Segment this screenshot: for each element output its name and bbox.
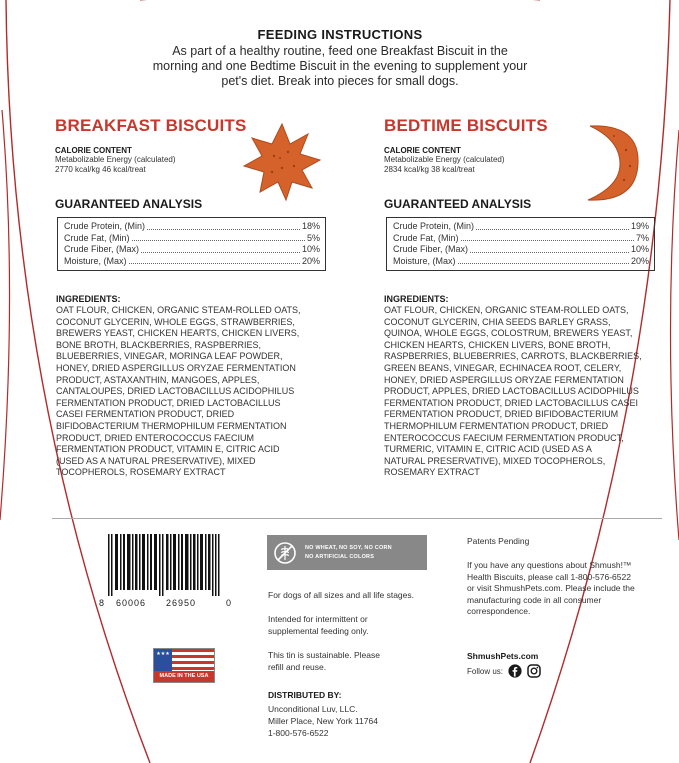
sun-biscuit-icon (242, 122, 322, 202)
barcode-digits-group1: 60006 (116, 598, 147, 608)
distributor-address: Miller Place, New York 11764 (268, 716, 378, 726)
analysis-row (64, 233, 320, 245)
analysis-value: 20% (301, 255, 320, 266)
bedtime-analysis-heading: GUARANTEED ANALYSIS (384, 197, 532, 211)
bedtime-calorie-line2: 2834 kcal/kg 38 kcal/treat (384, 165, 475, 174)
feeding-body: As part of a healthy routine, feed one Breakfast Biscuit in the morning and one Bedtime Biscuit in the evening to supplement your pet's diet. Break into pieces for small dogs. (152, 44, 528, 88)
dot-leader (458, 256, 629, 265)
analysis-label: Moisture, (Max) (393, 255, 456, 266)
made-in-usa-label: MADE IN THE USA (154, 671, 214, 682)
bedtime-calorie-heading: CALORIE CONTENT (384, 146, 461, 155)
barcode-digit-left: 8 (99, 598, 106, 608)
breakfast-calorie-line2: 2770 kcal/kg 46 kcal/treat (55, 165, 146, 174)
barcode-digits-group2: 26950 (166, 598, 197, 608)
analysis-label: Crude Protein, (Min) (64, 221, 146, 231)
barcode-digit-right: 0 (226, 598, 233, 608)
instagram-icon[interactable] (527, 664, 541, 678)
patents-text: Patents Pending (467, 536, 530, 546)
bedtime-ingredients-list: OAT FLOUR, CHICKEN, ORGANIC STEAM-ROLLED OATS, COCONUT GLYCERIN, CHIA SEEDS BARLEY GRASS, QUINOA, WHOLE EGGS, COLOSTRUM, BREWERS YEAST, CHICKEN HEARTS, CHICKEN LIVERS, BONE BROTH, RASPBERRIES, BLUEBERRIES, CARROTS, BLACKBERRIES, GREEN BEANS, VINEGAR, ECHINACEA ROOT, CELERY, HONEY, DRIED ASPERGILLUS ORYZAE FERMENTATION PRODUCT, APPLES, DRIED LACTOBACILLUS ACIDOPHILUS FERMENTATION PRODUCT, DRIED LACTOBACILLUS CASEI FERMENTATION PRODUCT, DRIED BIFIDOBACTERIUM THERMOPHILUM FERMENTATION PRODUCT, DRIED ENTEROCOCCUS FAECIUM FERMENTATION PRODUCT, TURMERIC, VITAMIN E, CITRIC ACID (USED AS A NATURAL PRESERVATIVE), MIXED TOCOPHEROLS, ROSEMARY EXTRACT (384, 305, 642, 478)
dot-leader (461, 233, 634, 242)
made-in-usa-flag (153, 648, 215, 683)
breakfast-ingredients-list: OAT FLOUR, CHICKEN, ORGANIC STEAM-ROLLED OATS, COCONUT GLYCERIN, WHOLE EGGS, STRAWBERRIES, BREWERS YEAST, CHICKEN HEARTS, CHICKEN LIVERS, BONE BROTH, BLACKBERRIES, RASPBERRIES, BLUEBERRIES, VINEGAR, MORINGA LEAF POWDER, HONEY, DRIED ASPERGILLUS ORYZAE FERMENTATION PRODUCT, ASTAXANTHIN, MANGOES, APPLES, CANTALOUPES, DRIED LACTOBACILLUS ACIDOPHILUS FERMENTATION PRODUCT, DRIED LACTOBACILLUS CASEI FERMENTATION PRODUCT, DRIED BIFIDOBACTERIUM THERMOPHILUM FERMENTATION PRODUCT, DRIED ENTEROCOCCUS FAECIUM FERMENTATION PRODUCT, VITAMIN E, CITRIC ACID (USED AS A NATURAL PRESERVATIVE), MIXED TOCOPHEROLS, ROSEMARY EXTRACT (56, 305, 301, 478)
analysis-label: Crude Fiber, (Max) (64, 244, 140, 254)
distributor-name: Unconditional Luv, LLC. (268, 704, 358, 714)
breakfast-calorie-heading: CALORIE CONTENT (55, 146, 132, 155)
dot-leader (129, 256, 300, 265)
analysis-label: Moisture, (Max) (64, 255, 127, 266)
distributed-heading: DISTRIBUTED BY: (268, 690, 342, 700)
analysis-row (393, 256, 649, 268)
badge-text (305, 544, 392, 562)
analysis-label: Crude Fat, (Min) (64, 232, 130, 243)
bedtime-title: BEDTIME BISCUITS (384, 116, 548, 135)
facebook-icon[interactable] (508, 664, 522, 678)
analysis-value: 5% (306, 232, 320, 243)
analysis-value: 7% (635, 232, 649, 243)
website-link[interactable]: ShmushPets.com (467, 651, 539, 661)
bedtime-calorie-line1: Metabolizable Energy (calculated) (384, 155, 505, 164)
feeding-title: FEEDING INSTRUCTIONS (257, 27, 423, 42)
dot-leader (147, 221, 300, 230)
dot-leader (476, 221, 629, 230)
badge-line2: NO ARTIFICIAL COLORS (305, 553, 375, 560)
analysis-row (393, 233, 649, 245)
analysis-value: 10% (630, 244, 649, 254)
flag-stars: ★★★ (154, 649, 172, 671)
analysis-row (64, 244, 320, 256)
analysis-row (64, 221, 320, 233)
analysis-row (393, 244, 649, 256)
breakfast-ingredients-heading: INGREDIENTS: (56, 294, 121, 304)
dot-leader (141, 244, 300, 253)
analysis-label: Crude Protein, (Min) (393, 221, 475, 231)
analysis-value: 18% (301, 221, 320, 231)
breakfast-analysis-box (57, 217, 326, 271)
analysis-value: 20% (630, 255, 649, 266)
breakfast-calorie-line1: Metabolizable Energy (calculated) (55, 155, 176, 164)
analysis-value: 10% (301, 244, 320, 254)
badge-line1: NO WHEAT, NO SOY, NO CORN (305, 544, 392, 551)
bedtime-ingredients-heading: INGREDIENTS: (384, 294, 449, 304)
no-wheat-icon (273, 541, 297, 565)
analysis-row (64, 256, 320, 268)
analysis-label: Crude Fiber, (Max) (393, 244, 469, 254)
life-stages-text: For dogs of all sizes and all life stages. (268, 590, 414, 600)
analysis-value: 19% (630, 221, 649, 231)
dot-leader (470, 244, 629, 253)
breakfast-title: BREAKFAST BISCUITS (55, 116, 247, 135)
sustainable-text: This tin is sustainable. Please refill and reuse. (268, 650, 380, 672)
follow-us (467, 664, 541, 678)
breakfast-analysis-heading: GUARANTEED ANALYSIS (55, 197, 203, 211)
distributor-phone: 1-800-576-6522 (268, 728, 329, 738)
feeding-instructions (150, 27, 530, 89)
feeding-note-text: Intended for intermittent or supplemental feeding only. (268, 614, 369, 636)
follow-label: Follow us: (467, 666, 504, 676)
analysis-label: Crude Fat, (Min) (393, 232, 459, 243)
dot-leader (132, 233, 305, 242)
analysis-row (393, 221, 649, 233)
allergen-badge (267, 535, 427, 570)
questions-text: If you have any questions about Shmush!™ Health Biscuits, please call 1-800-576-6522 or visit ShmushPets.com. Please include the manufacturing code in all consumer correspondence. (467, 560, 635, 616)
moon-biscuit-icon (582, 120, 642, 204)
bedtime-analysis-box (386, 217, 655, 271)
barcode (108, 534, 220, 596)
section-divider (52, 518, 662, 519)
flag-stripes (172, 649, 214, 671)
